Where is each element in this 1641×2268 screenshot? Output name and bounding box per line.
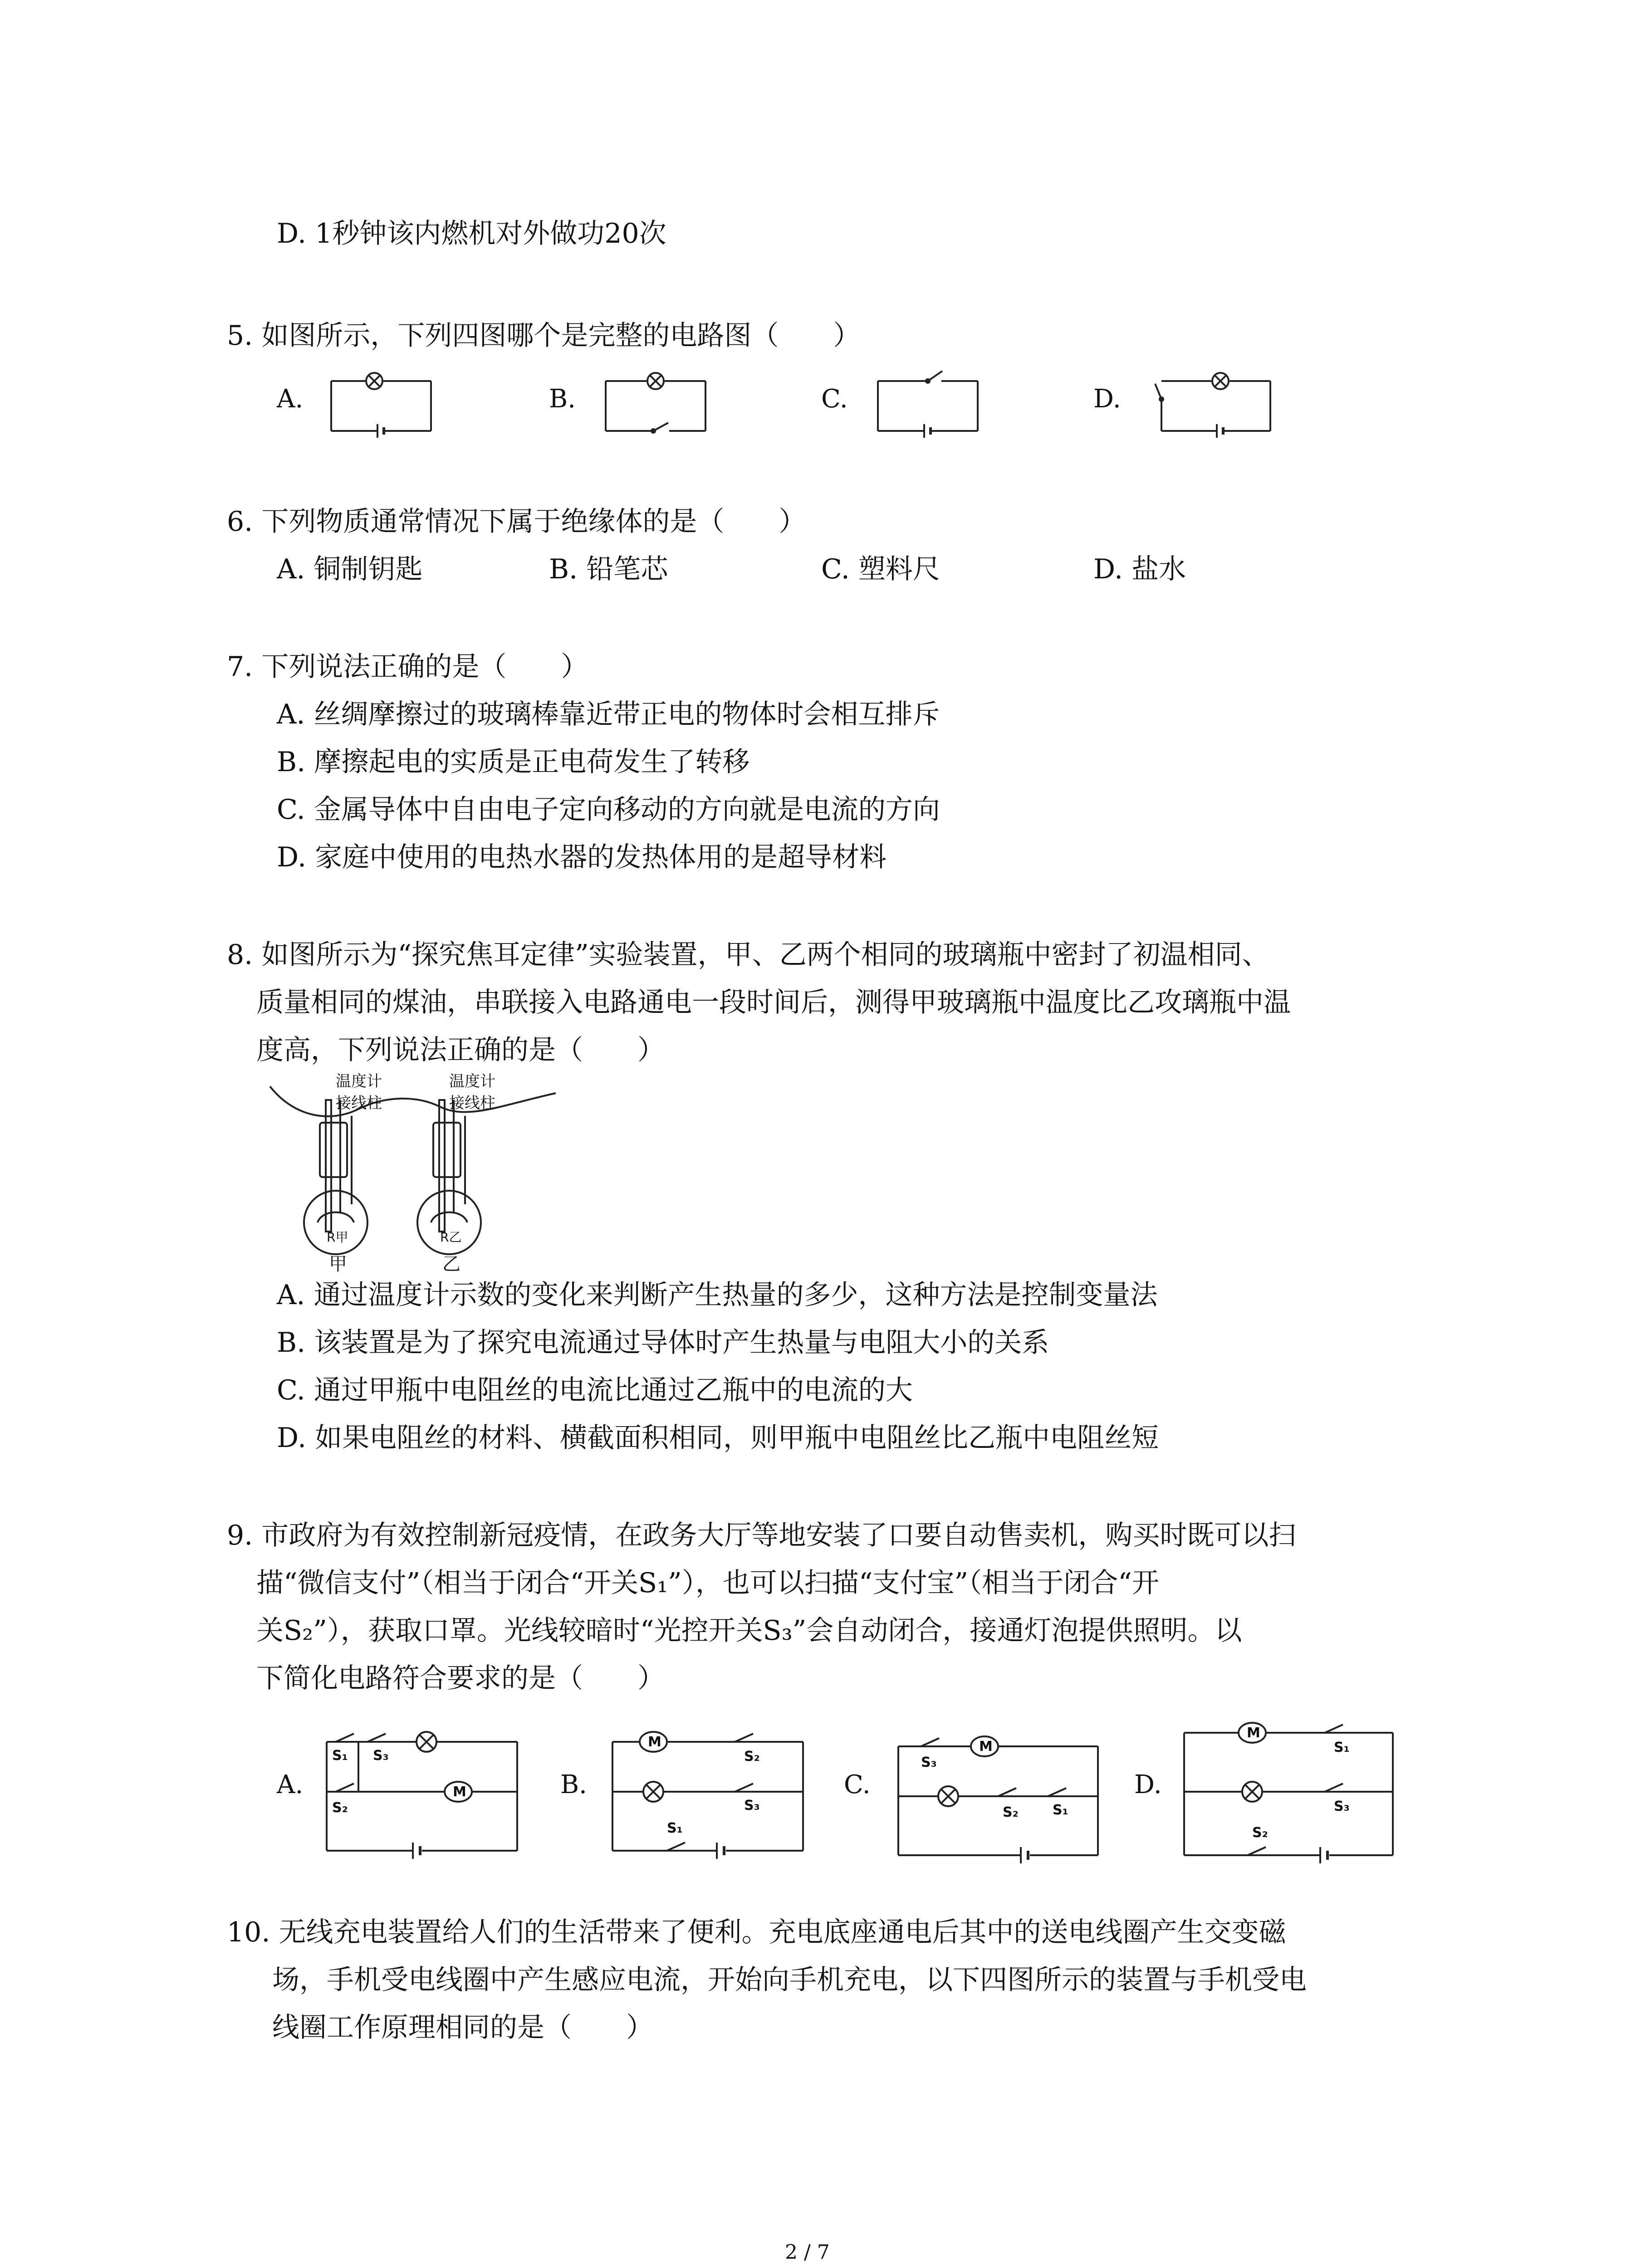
q9-label-b: B. (560, 1770, 587, 1799)
q9b-motor: M (648, 1734, 661, 1750)
q6-option-b: B. 铅笔芯 (549, 553, 668, 585)
q9a-s1: S₁ (332, 1748, 348, 1764)
q8-terminal-label-jia: 接线柱 (336, 1094, 382, 1112)
q9-label-c: C. (844, 1770, 871, 1799)
q8-resistor-yi-label: R乙 (440, 1230, 462, 1245)
q8-option-d: D. 如果电阻丝的材料、横截面积相同，则甲瓶中电阻丝比乙瓶中电阻丝短 (277, 1422, 1159, 1454)
q9c-s3: S₃ (921, 1755, 937, 1770)
q9a-s3: S₃ (373, 1748, 389, 1764)
page-number: 2 / 7 (785, 2241, 830, 2264)
q9d-s3: S₃ (1334, 1799, 1350, 1814)
q9-circuit-d (1180, 1715, 1397, 1864)
q8-label-jia: 甲 (329, 1254, 347, 1275)
q9c-s1: S₁ (1053, 1802, 1068, 1818)
q9b-s1: S₁ (667, 1820, 683, 1836)
q6-option-c: C. 塑料尺 (821, 553, 940, 585)
q10-stem-line3: 线圈工作原理相同的是（ ） (272, 2012, 653, 2043)
q8-stem-line2: 质量相同的煤油，串联接入电路通电一段时间后，测得甲玻璃瓶中温度比乙攻璃瓶中温 (256, 987, 1291, 1018)
q8-thermometer-label-yi: 温度计 (449, 1072, 495, 1090)
q9-label-d: D. (1134, 1770, 1162, 1799)
q8-terminal-label-yi: 接线柱 (449, 1094, 495, 1112)
q9-circuit-b (608, 1719, 808, 1860)
q9-stem-line1: 9. 市政府为有效控制新冠疫情，在政务大厅等地安装了口要自动售卖机，购买时既可以扫 (227, 1520, 1296, 1551)
q7-option-b: B. 摩擦起电的实质是正电荷发生了转移 (277, 746, 750, 778)
q6-stem: 6. 下列物质通常情况下属于绝缘体的是（ ） (227, 506, 806, 538)
q8-option-b: B. 该装置是为了探究电流通过导体时产生热量与电阻大小的关系 (277, 1327, 1049, 1359)
q8-stem-line1: 8. 如图所示为“探究焦耳定律”实验装置，甲、乙两个相同的玻璃瓶中密封了初温相同、 (227, 939, 1269, 971)
q9-stem-line2: 描“微信支付”（相当于闭合“开关S₁”），也可以扫描“支付宝”（相当于闭合“开 (256, 1567, 1159, 1599)
q9-stem-line4: 下简化电路符合要求的是（ ） (256, 1662, 665, 1694)
q8-option-a: A. 通过温度计示数的变化来判断产生热量的多少，这种方法是控制变量法 (277, 1279, 1158, 1311)
q9-stem-line3: 关S₂”），获取口罩。光线较暗时“光控开关S₃”会自动闭合，接通灯泡提供照明。以 (256, 1615, 1242, 1647)
q9a-s2: S₂ (332, 1800, 348, 1816)
q7-option-d: D. 家庭中使用的电热水器的发热体用的是超导材料 (277, 841, 887, 873)
q8-thermometer-label-jia: 温度计 (336, 1072, 382, 1090)
q8-option-c: C. 通过甲瓶中电阻丝的电流比通过乙瓶中的电流的大 (277, 1374, 913, 1406)
q8-stem-line3: 度高，下列说法正确的是（ ） (256, 1034, 665, 1066)
q9-circuit-a (322, 1724, 522, 1860)
q10-stem-line2: 场，手机受电线圈中产生感应电流，开始向手机充电，以下四图所示的装置与手机受电 (272, 1964, 1307, 1996)
q9d-s1: S₁ (1334, 1740, 1350, 1755)
q9d-motor: M (1247, 1725, 1260, 1741)
q5-circuit-a (327, 372, 436, 440)
q5-stem: 5. 如图所示，下列四图哪个是完整的电路图（ ） (227, 320, 861, 352)
q5-label-c: C. (821, 384, 848, 414)
q9d-s2: S₂ (1252, 1825, 1268, 1841)
q5-label-b: B. (549, 384, 576, 414)
q10-stem-line1: 10. 无线充电装置给人们的生活带来了便利。充电底座通电后其中的送电线圈产生交变磁 (227, 1916, 1286, 1948)
q5-circuit-d (1148, 367, 1275, 440)
q5-circuit-b (601, 372, 710, 440)
q5-circuit-c (873, 363, 982, 440)
q8-resistor-jia-label: R甲 (327, 1230, 348, 1245)
q9a-motor: M (453, 1784, 466, 1800)
q9b-s3: S₃ (744, 1798, 760, 1813)
q9c-motor: M (979, 1739, 993, 1755)
q7-option-c: C. 金属导体中自由电子定向移动的方向就是电流的方向 (277, 794, 940, 826)
q5-label-d: D. (1093, 384, 1121, 414)
q7-option-a: A. 丝绸摩擦过的玻璃棒靠近带正电的物体时会相互排斥 (277, 699, 940, 730)
q6-option-d: D. 盐水 (1093, 553, 1186, 585)
q4-option-d: D. 1秒钟该内燃机对外做功20次 (277, 218, 666, 249)
q5-label-a: A. (277, 384, 304, 414)
q9c-s2: S₂ (1003, 1804, 1019, 1820)
q8-joule-apparatus-figure (268, 1072, 558, 1275)
q9b-s2: S₂ (744, 1749, 760, 1765)
q6-option-a: A. 铜制钥匙 (277, 553, 423, 585)
q9-label-a: A. (277, 1770, 304, 1799)
q9-circuit-c (894, 1719, 1102, 1864)
q8-label-yi: 乙 (442, 1254, 460, 1275)
q7-stem: 7. 下列说法正确的是（ ） (227, 651, 588, 683)
